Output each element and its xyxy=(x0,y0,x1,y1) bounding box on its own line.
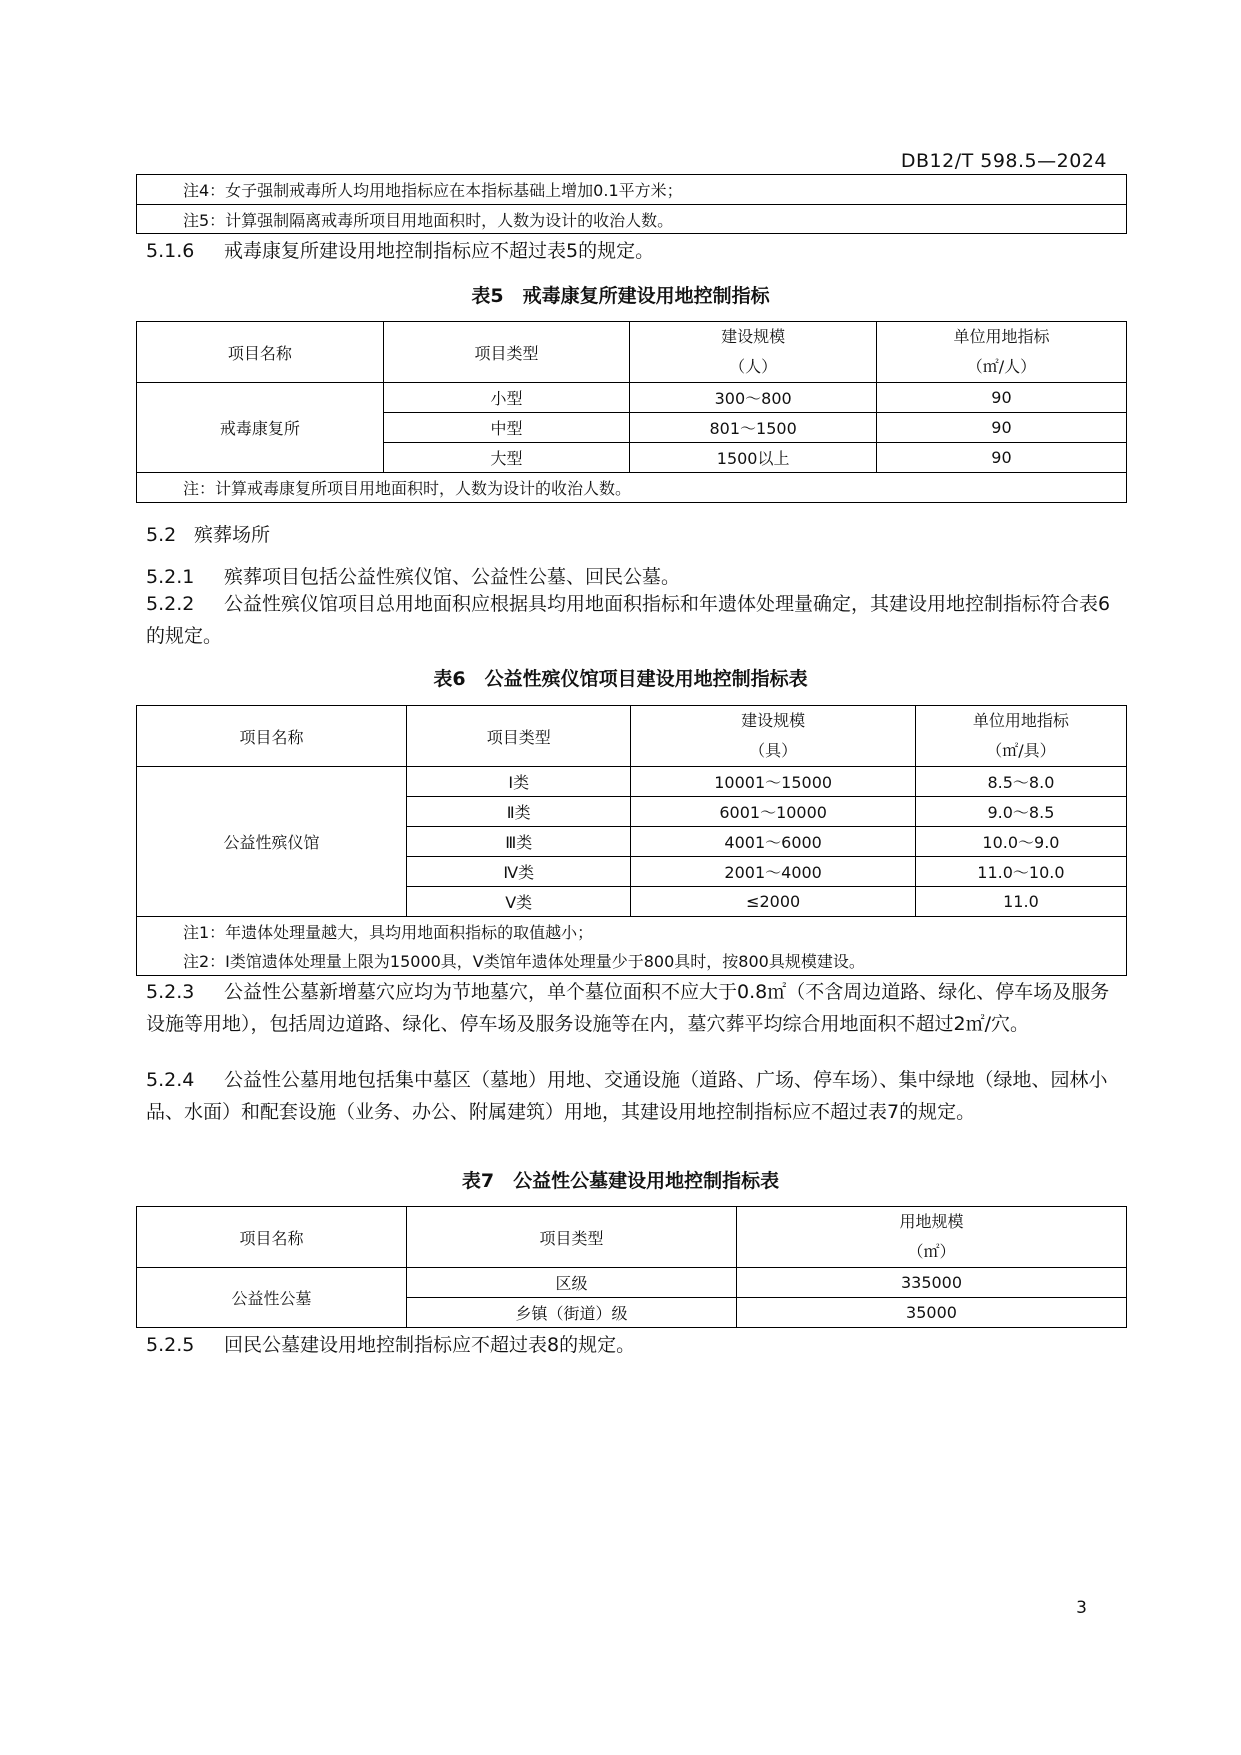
table6-cell-type: Ⅰ类 xyxy=(407,767,631,797)
clause-text: 公益性殡仪馆项目总用地面积应根据具均用地面积指标和年遗体处理量确定，其建设用地控制指标符合表6的规定。 xyxy=(146,593,1111,647)
table7-cell-type: 区级 xyxy=(407,1268,737,1298)
table7-caption: 表7 公益性公墓建设用地控制指标表 xyxy=(461,1170,780,1192)
clause-5-2-4 xyxy=(146,1064,1126,1128)
table6-cell-value: 8.5～8.0 xyxy=(915,767,1126,797)
table7 xyxy=(136,1206,1127,1328)
clause-5-1-6 xyxy=(146,236,654,263)
clause-5-2-1 xyxy=(146,562,680,589)
table6-cell-scale: ≤2000 xyxy=(631,887,915,917)
table6 xyxy=(136,705,1127,976)
clause-number: 5.2.3 xyxy=(146,981,195,1003)
table5-header-name: 项目名称 xyxy=(137,322,384,383)
clause-number: 5.2.1 xyxy=(146,566,195,588)
table-row xyxy=(137,767,1127,797)
table5-cell-type: 大型 xyxy=(383,443,630,473)
table7-header-scale: 用地规模 （㎡） xyxy=(737,1207,1127,1268)
table5-note: 注：计算戒毒康复所项目用地面积时，人数为设计的收治人数。 xyxy=(137,473,1127,503)
table6-cell-scale: 2001～4000 xyxy=(631,857,915,887)
table-row xyxy=(137,383,1127,413)
table5-cell-scale: 1500以上 xyxy=(630,443,877,473)
table6-cell-value: 9.0～8.5 xyxy=(915,797,1126,827)
table6-cell-scale: 4001～6000 xyxy=(631,827,915,857)
table6-header-unit: 单位用地指标 （㎡/具） xyxy=(915,706,1126,767)
clause-text: 回民公墓建设用地控制指标应不超过表8的规定。 xyxy=(224,1334,636,1356)
clause-text: 公益性公墓用地包括集中墓区（墓地）用地、交通设施（道路、广场、停车场）、集中绿地（绿地、园林小品、水面）和配套设施（业务、办公、附属建筑）用地，其建设用地控制指标应不超过表7的规定。 xyxy=(146,1069,1108,1123)
note-5: 注5：计算强制隔离戒毒所项目用地面积时，人数为设计的收治人数。 xyxy=(137,205,1127,234)
clause-number: 5.2.2 xyxy=(146,593,195,615)
table6-header-scale: 建设规模 （具） xyxy=(631,706,915,767)
table6-note-2: 注2：Ⅰ类馆遗体处理量上限为15000具，Ⅴ类馆年遗体处理量少于800具时，按800具规模建设。 xyxy=(137,947,1127,976)
table7-cell-value: 335000 xyxy=(737,1268,1127,1298)
clause-text: 戒毒康复所建设用地控制指标应不超过表5的规定。 xyxy=(224,240,655,262)
table5-cell-value: 90 xyxy=(876,443,1126,473)
section-number: 5.2 xyxy=(146,524,177,546)
clause-text: 公益性公墓新增墓穴应均为节地墓穴，单个墓位面积不应大于0.8㎡（不含周边道路、绿化、停车场及服务设施等用地），包括周边道路、绿化、停车场及服务设施等在内，墓穴葬平均综合用地面积不超过2㎡/穴。 xyxy=(146,981,1110,1035)
document-code: DB12/T 598.5—2024 xyxy=(900,150,1107,172)
clause-number: 5.2.5 xyxy=(146,1334,195,1356)
clause-text: 殡葬项目包括公益性殡仪馆、公益性公墓、回民公墓。 xyxy=(224,566,681,588)
note-4: 注4：女子强制戒毒所人均用地指标应在本指标基础上增加0.1平方米； xyxy=(137,175,1127,205)
clause-number: 5.1.6 xyxy=(146,240,195,262)
table5-header-unit: 单位用地指标 （㎡/人） xyxy=(876,322,1126,383)
table6-project: 公益性殡仪馆 xyxy=(137,767,407,917)
table6-header-name: 项目名称 xyxy=(137,706,407,767)
table5-cell-type: 小型 xyxy=(383,383,630,413)
table7-cell-type: 乡镇（街道）级 xyxy=(407,1298,737,1328)
section-title: 殡葬场所 xyxy=(194,524,271,546)
table6-cell-value: 11.0～10.0 xyxy=(915,857,1126,887)
clause-number: 5.2.4 xyxy=(146,1069,195,1091)
table6-cell-type: Ⅱ类 xyxy=(407,797,631,827)
table6-cell-value: 10.0～9.0 xyxy=(915,827,1126,857)
page-number: 3 xyxy=(1076,1598,1087,1618)
table7-header-type: 项目类型 xyxy=(407,1207,737,1268)
table5-cell-scale: 300～800 xyxy=(630,383,877,413)
table5-caption: 表5 戒毒康复所建设用地控制指标 xyxy=(471,285,770,307)
table7-header-name: 项目名称 xyxy=(137,1207,407,1268)
table6-cell-scale: 6001～10000 xyxy=(631,797,915,827)
table-row xyxy=(137,1268,1127,1298)
table6-cell-scale: 10001～15000 xyxy=(631,767,915,797)
table5-cell-type: 中型 xyxy=(383,413,630,443)
table5-project: 戒毒康复所 xyxy=(137,383,384,473)
section-5-2 xyxy=(146,520,270,547)
table6-cell-value: 11.0 xyxy=(915,887,1126,917)
table5-cell-scale: 801～1500 xyxy=(630,413,877,443)
table6-note-1: 注1：年遗体处理量越大，具均用地面积指标的取值越小； xyxy=(137,917,1127,947)
table6-caption: 表6 公益性殡仪馆项目建设用地控制指标表 xyxy=(433,668,808,690)
table5-cell-value: 90 xyxy=(876,383,1126,413)
table5-cell-value: 90 xyxy=(876,413,1126,443)
clause-5-2-2 xyxy=(146,588,1126,652)
table7-project: 公益性公墓 xyxy=(137,1268,407,1328)
clause-5-2-3 xyxy=(146,976,1126,1040)
table7-cell-value: 35000 xyxy=(737,1298,1127,1328)
top-notes-table xyxy=(136,174,1127,234)
table6-cell-type: Ⅳ类 xyxy=(407,857,631,887)
table5 xyxy=(136,321,1127,503)
table5-header-scale: 建设规模 （人） xyxy=(630,322,877,383)
clause-5-2-5 xyxy=(146,1330,635,1357)
table5-header-type: 项目类型 xyxy=(383,322,630,383)
table6-cell-type: Ⅲ类 xyxy=(407,827,631,857)
table6-cell-type: Ⅴ类 xyxy=(407,887,631,917)
table6-header-type: 项目类型 xyxy=(407,706,631,767)
